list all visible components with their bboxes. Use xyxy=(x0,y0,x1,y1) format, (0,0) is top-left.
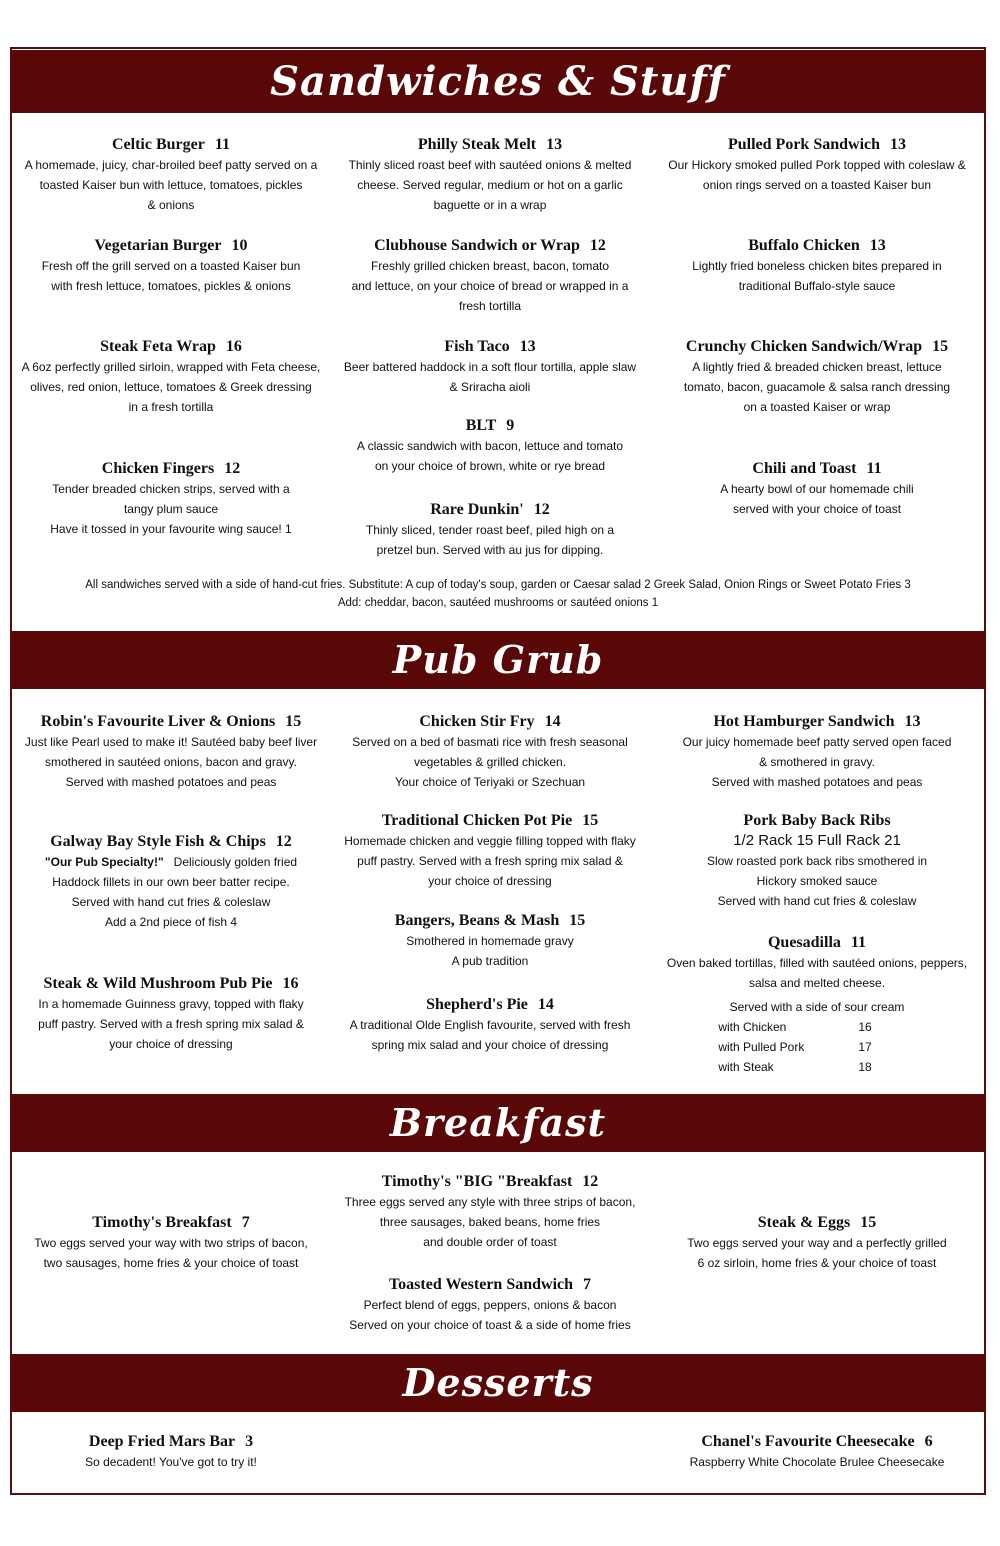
item-name: Pulled Pork Sandwich 13 xyxy=(727,136,907,153)
rack-prices: 1/2 Rack 15 Full Rack 21 xyxy=(733,832,901,849)
menu-item-chili-and-toast xyxy=(666,459,968,519)
item-price: 13 xyxy=(890,136,907,153)
item-desc: three sausages, baked beans, home fries xyxy=(379,1215,601,1229)
section-title: Desserts xyxy=(402,1360,594,1405)
menu-item-philly-steak-melt xyxy=(339,135,641,215)
item-desc: "Our Pub Specialty!" Deliciously golden fried xyxy=(44,855,298,869)
item-price: 12 xyxy=(582,1173,599,1190)
item-name: Fish Taco 13 xyxy=(444,338,536,355)
item-desc: Lightly fried boneless chicken bites prepared in xyxy=(692,259,942,273)
menu-item-liver-onions xyxy=(20,712,322,792)
section-title: Sandwiches & Stuff xyxy=(270,58,726,105)
item-name: Chicken Stir Fry 14 xyxy=(419,713,561,730)
item-name: Crunchy Chicken Sandwich/Wrap 15 xyxy=(685,338,949,355)
menu-item-galway-fish-chips xyxy=(20,832,322,932)
item-desc: and lettuce, on your choice of bread or wrapped in a xyxy=(351,279,629,293)
item-desc: salsa and melted cheese. xyxy=(748,976,886,990)
pub-specialty: "Our Pub Specialty!" xyxy=(44,855,164,869)
item-price: 6 xyxy=(924,1433,933,1450)
item-desc: Three eggs served any style with three strips of bacon, xyxy=(344,1195,636,1209)
menu-item-crunchy-chicken xyxy=(666,337,968,417)
item-price: 15 xyxy=(582,812,599,829)
item-name: Buffalo Chicken 13 xyxy=(748,237,886,254)
item-name: Steak Feta Wrap 16 xyxy=(100,338,242,355)
item-name: Rare Dunkin' 12 xyxy=(430,501,550,518)
item-price: 13 xyxy=(904,713,921,730)
item-desc: vegetables & grilled chicken. xyxy=(413,755,567,769)
menu-item-chicken-stir-fry xyxy=(339,712,641,792)
section-header-desserts xyxy=(10,1354,986,1412)
menu-item-rare-dunkin xyxy=(339,500,641,560)
menu-item-hot-hamburger xyxy=(666,712,968,792)
item-name: Clubhouse Sandwich or Wrap 12 xyxy=(374,237,606,254)
item-name: Vegetarian Burger 10 xyxy=(94,237,248,254)
menu-item-vegetarian-burger xyxy=(20,236,322,296)
item-desc: In a homemade Guinness gravy, topped with flaky xyxy=(38,997,304,1011)
item-price: 11 xyxy=(850,934,867,951)
item-desc: Homemade chicken and veggie filling topped with flaky xyxy=(344,834,636,848)
item-desc: smothered in sautéed onions, bacon and gravy. xyxy=(45,755,297,769)
menu-item-cheesecake xyxy=(666,1432,968,1472)
item-desc: Your choice of Teriyaki or Szechuan xyxy=(394,775,586,789)
item-name: Timothy's "BIG "Breakfast 12 xyxy=(381,1173,599,1190)
item-price: 12 xyxy=(224,460,241,477)
section-header-sandwiches xyxy=(10,50,986,113)
item-desc: A traditional Olde English favourite, served with fresh xyxy=(349,1018,631,1032)
item-desc: puff pastry. Served with a fresh spring mix salad & xyxy=(357,854,623,868)
item-desc: A classic sandwich with bacon, lettuce and tomato xyxy=(356,439,624,453)
item-name: Hot Hamburger Sandwich 13 xyxy=(713,713,921,730)
item-price: 15 xyxy=(285,713,302,730)
item-desc: A hearty bowl of our homemade chili xyxy=(720,482,914,496)
menu-item-fish-taco xyxy=(339,337,641,397)
item-name: Traditional Chicken Pot Pie 15 xyxy=(381,812,599,829)
item-name: Steak & Wild Mushroom Pub Pie 16 xyxy=(43,975,299,992)
item-desc: your choice of dressing xyxy=(428,874,552,888)
item-desc: fresh tortilla xyxy=(458,299,522,313)
item-desc: Perfect blend of eggs, peppers, onions & bacon xyxy=(363,1298,617,1312)
item-desc: A lightly fried & breaded chicken breast, lettuce xyxy=(692,360,942,374)
item-desc: Oven baked tortillas, filled with sautéed onions, peppers, xyxy=(666,956,968,970)
item-desc: A pub tradition xyxy=(451,954,529,968)
item-desc: with fresh lettuce, tomatoes, pickles & onions xyxy=(51,279,291,293)
menu-item-bangers-beans xyxy=(339,911,641,971)
item-name: Chili and Toast 11 xyxy=(752,460,882,477)
menu-item-deep-fried-mars-bar xyxy=(20,1432,322,1472)
item-price: 9 xyxy=(506,417,515,434)
menu-item-traditional-pot-pie xyxy=(339,811,641,891)
item-name: Deep Fried Mars Bar 3 xyxy=(88,1433,254,1450)
item-desc: Smothered in homemade gravy xyxy=(406,934,574,948)
menu-item-blt xyxy=(339,416,641,476)
item-desc: A 6oz perfectly grilled sirloin, wrapped with Feta cheese, xyxy=(21,360,321,374)
item-desc: Freshly grilled chicken breast, bacon, tomato xyxy=(370,259,610,273)
quesadilla-options xyxy=(718,1017,871,1077)
item-desc: baguette or in a wrap xyxy=(433,198,547,212)
item-desc: two sausages, home fries & your choice of toast xyxy=(43,1256,299,1270)
item-price: 11 xyxy=(866,460,882,477)
item-name: Quesadilla 11 xyxy=(767,934,867,951)
item-desc: Two eggs served your way and a perfectly grilled xyxy=(687,1236,947,1250)
option-row: with Chicken 16 xyxy=(718,1020,872,1034)
item-desc: on your choice of brown, white or rye bread xyxy=(374,459,606,473)
item-name: BLT 9 xyxy=(465,417,515,434)
menu-item-celtic-burger xyxy=(20,135,322,215)
menu-item-steak-mushroom-pie xyxy=(20,974,322,1054)
option-row: with Steak 18 xyxy=(718,1060,872,1074)
item-desc: Thinly sliced, tender roast beef, piled high on a xyxy=(365,523,615,537)
section-title: Pub Grub xyxy=(392,637,604,682)
item-desc: tangy plum sauce xyxy=(123,502,219,516)
menu-item-toasted-western xyxy=(339,1275,641,1335)
item-desc: Served on a bed of basmati rice with fresh seasonal xyxy=(352,735,628,749)
item-desc: 6 oz sirloin, home fries & your choice of toast xyxy=(697,1256,937,1270)
item-price: 13 xyxy=(869,237,886,254)
item-price: 12 xyxy=(275,833,292,850)
menu-item-big-breakfast xyxy=(339,1172,641,1252)
item-price: 10 xyxy=(231,237,248,254)
item-price: 3 xyxy=(245,1433,254,1450)
item-desc: Our Hickory smoked pulled Pork topped with coleslaw & xyxy=(668,158,966,172)
item-name: Toasted Western Sandwich 7 xyxy=(388,1276,592,1293)
item-desc: Tender breaded chicken strips, served with a xyxy=(52,482,290,496)
item-price: 13 xyxy=(546,136,563,153)
item-price: 16 xyxy=(282,975,299,992)
item-desc: traditional Buffalo-style sauce xyxy=(738,279,896,293)
item-desc: & onions xyxy=(147,198,195,212)
item-name: Pork Baby Back Ribs xyxy=(743,812,891,829)
item-desc: your choice of dressing xyxy=(109,1037,233,1051)
item-desc: Raspberry White Chocolate Brulee Cheesecake xyxy=(689,1455,945,1469)
item-desc: in a fresh tortilla xyxy=(128,400,214,414)
item-desc: spring mix salad and your choice of dressing xyxy=(371,1038,609,1052)
item-desc: Fresh off the grill served on a toasted Kaiser bun xyxy=(41,259,301,273)
item-name: Timothy's Breakfast 7 xyxy=(92,1214,250,1231)
option-row: with Pulled Pork 17 xyxy=(718,1040,872,1054)
item-desc: Our juicy homemade beef patty served open faced xyxy=(682,735,952,749)
item-desc: Served with hand cut fries & coleslaw xyxy=(717,894,917,908)
menu-item-steak-eggs xyxy=(666,1213,968,1273)
item-desc: Served with hand cut fries & coleslaw xyxy=(71,895,271,909)
item-name: Bangers, Beans & Mash 15 xyxy=(394,912,586,929)
item-desc: So decadent! You've got to try it! xyxy=(85,1455,257,1469)
item-desc: Haddock fillets in our own beer batter recipe. xyxy=(52,875,290,889)
item-price: 14 xyxy=(537,996,554,1013)
item-desc: and double order of toast xyxy=(423,1235,557,1249)
item-name: Celtic Burger 11 xyxy=(112,136,230,153)
item-desc: pretzel bun. Served with au jus for dipping. xyxy=(376,543,604,557)
item-price: 12 xyxy=(533,501,550,518)
item-name: Chicken Fingers 12 xyxy=(101,460,241,477)
item-name: Steak & Eggs 15 xyxy=(757,1214,877,1231)
item-desc: & Sriracha aioli xyxy=(449,380,531,394)
menu-item-clubhouse xyxy=(339,236,641,316)
item-name: Galway Bay Style Fish & Chips 12 xyxy=(50,833,292,850)
menu-item-chicken-fingers xyxy=(20,459,322,539)
menu-item-steak-feta-wrap xyxy=(20,337,322,417)
item-desc: Thinly sliced roast beef with sautéed onions & melted xyxy=(348,158,632,172)
item-price: 13 xyxy=(519,338,536,355)
item-name: Robin's Favourite Liver & Onions 15 xyxy=(40,713,302,730)
item-desc: Beer battered haddock in a soft flour tortilla, apple slaw xyxy=(343,360,637,374)
item-price: 15 xyxy=(860,1214,877,1231)
menu-item-pork-ribs xyxy=(666,811,968,911)
item-desc: Slow roasted pork back ribs smothered in xyxy=(706,854,928,868)
menu-item-pulled-pork xyxy=(666,135,968,195)
item-desc: tomato, bacon, guacamole & salsa ranch dressing xyxy=(683,380,951,394)
item-price: 7 xyxy=(241,1214,250,1231)
item-desc: olives, red onion, lettuce, tomatoes & Greek dressing xyxy=(30,380,312,394)
item-desc: Served with mashed potatoes and peas xyxy=(711,775,923,789)
menu-item-timothys-breakfast xyxy=(20,1213,322,1273)
item-desc: Just like Pearl used to make it! Sautéed baby beef liver xyxy=(24,735,318,749)
item-price: 15 xyxy=(932,338,949,355)
item-name: Philly Steak Melt 13 xyxy=(417,136,563,153)
item-price: 12 xyxy=(589,237,606,254)
item-desc: & smothered in gravy. xyxy=(759,755,875,769)
section-title: Breakfast xyxy=(389,1100,607,1145)
sandwich-sides-note: All sandwiches served with a side of hand-cut fries. Substitute: A cup of today's soup, garden or Caesar salad 2 Greek Salad, Onion Rings or Sweet Potato Fries 3 xyxy=(85,579,911,591)
item-desc: onion rings served on a toasted Kaiser bun xyxy=(702,178,932,192)
item-price: 15 xyxy=(569,912,586,929)
item-desc: cheese. Served regular, medium or hot on a garlic xyxy=(357,178,623,192)
item-desc: Two eggs served your way with two strips of bacon, xyxy=(34,1236,308,1250)
item-desc: Served with mashed potatoes and peas xyxy=(65,775,277,789)
item-desc: Served with a side of sour cream xyxy=(729,1000,905,1014)
menu-item-shepherds-pie xyxy=(339,995,641,1055)
item-desc: Have it tossed in your favourite wing sauce! 1 xyxy=(50,522,292,536)
item-price: 14 xyxy=(544,713,561,730)
item-desc: A homemade, juicy, char-broiled beef patty served on a xyxy=(24,158,318,172)
item-desc: on a toasted Kaiser or wrap xyxy=(743,400,891,414)
item-name: Chanel's Favourite Cheesecake 6 xyxy=(701,1433,933,1450)
sandwich-add-note: Add: cheddar, bacon, sautéed mushrooms or sautéed onions 1 xyxy=(337,597,659,609)
menu-item-quesadilla xyxy=(666,933,968,1077)
section-header-pub-grub xyxy=(10,631,986,689)
item-desc: served with your choice of toast xyxy=(732,502,902,516)
menu-item-buffalo-chicken xyxy=(666,236,968,296)
item-desc: Add a 2nd piece of fish 4 xyxy=(104,915,238,929)
item-price: 7 xyxy=(583,1276,592,1293)
item-price: 16 xyxy=(225,338,242,355)
item-desc: Served on your choice of toast & a side of home fries xyxy=(349,1318,631,1332)
item-price: 11 xyxy=(214,136,230,153)
item-name: Shepherd's Pie 14 xyxy=(426,996,554,1013)
item-desc: puff pastry. Served with a fresh spring mix salad & xyxy=(38,1017,304,1031)
item-desc: Hickory smoked sauce xyxy=(756,874,878,888)
section-header-breakfast xyxy=(10,1094,986,1152)
item-desc: toasted Kaiser bun with lettuce, tomatoes, pickles xyxy=(39,178,303,192)
